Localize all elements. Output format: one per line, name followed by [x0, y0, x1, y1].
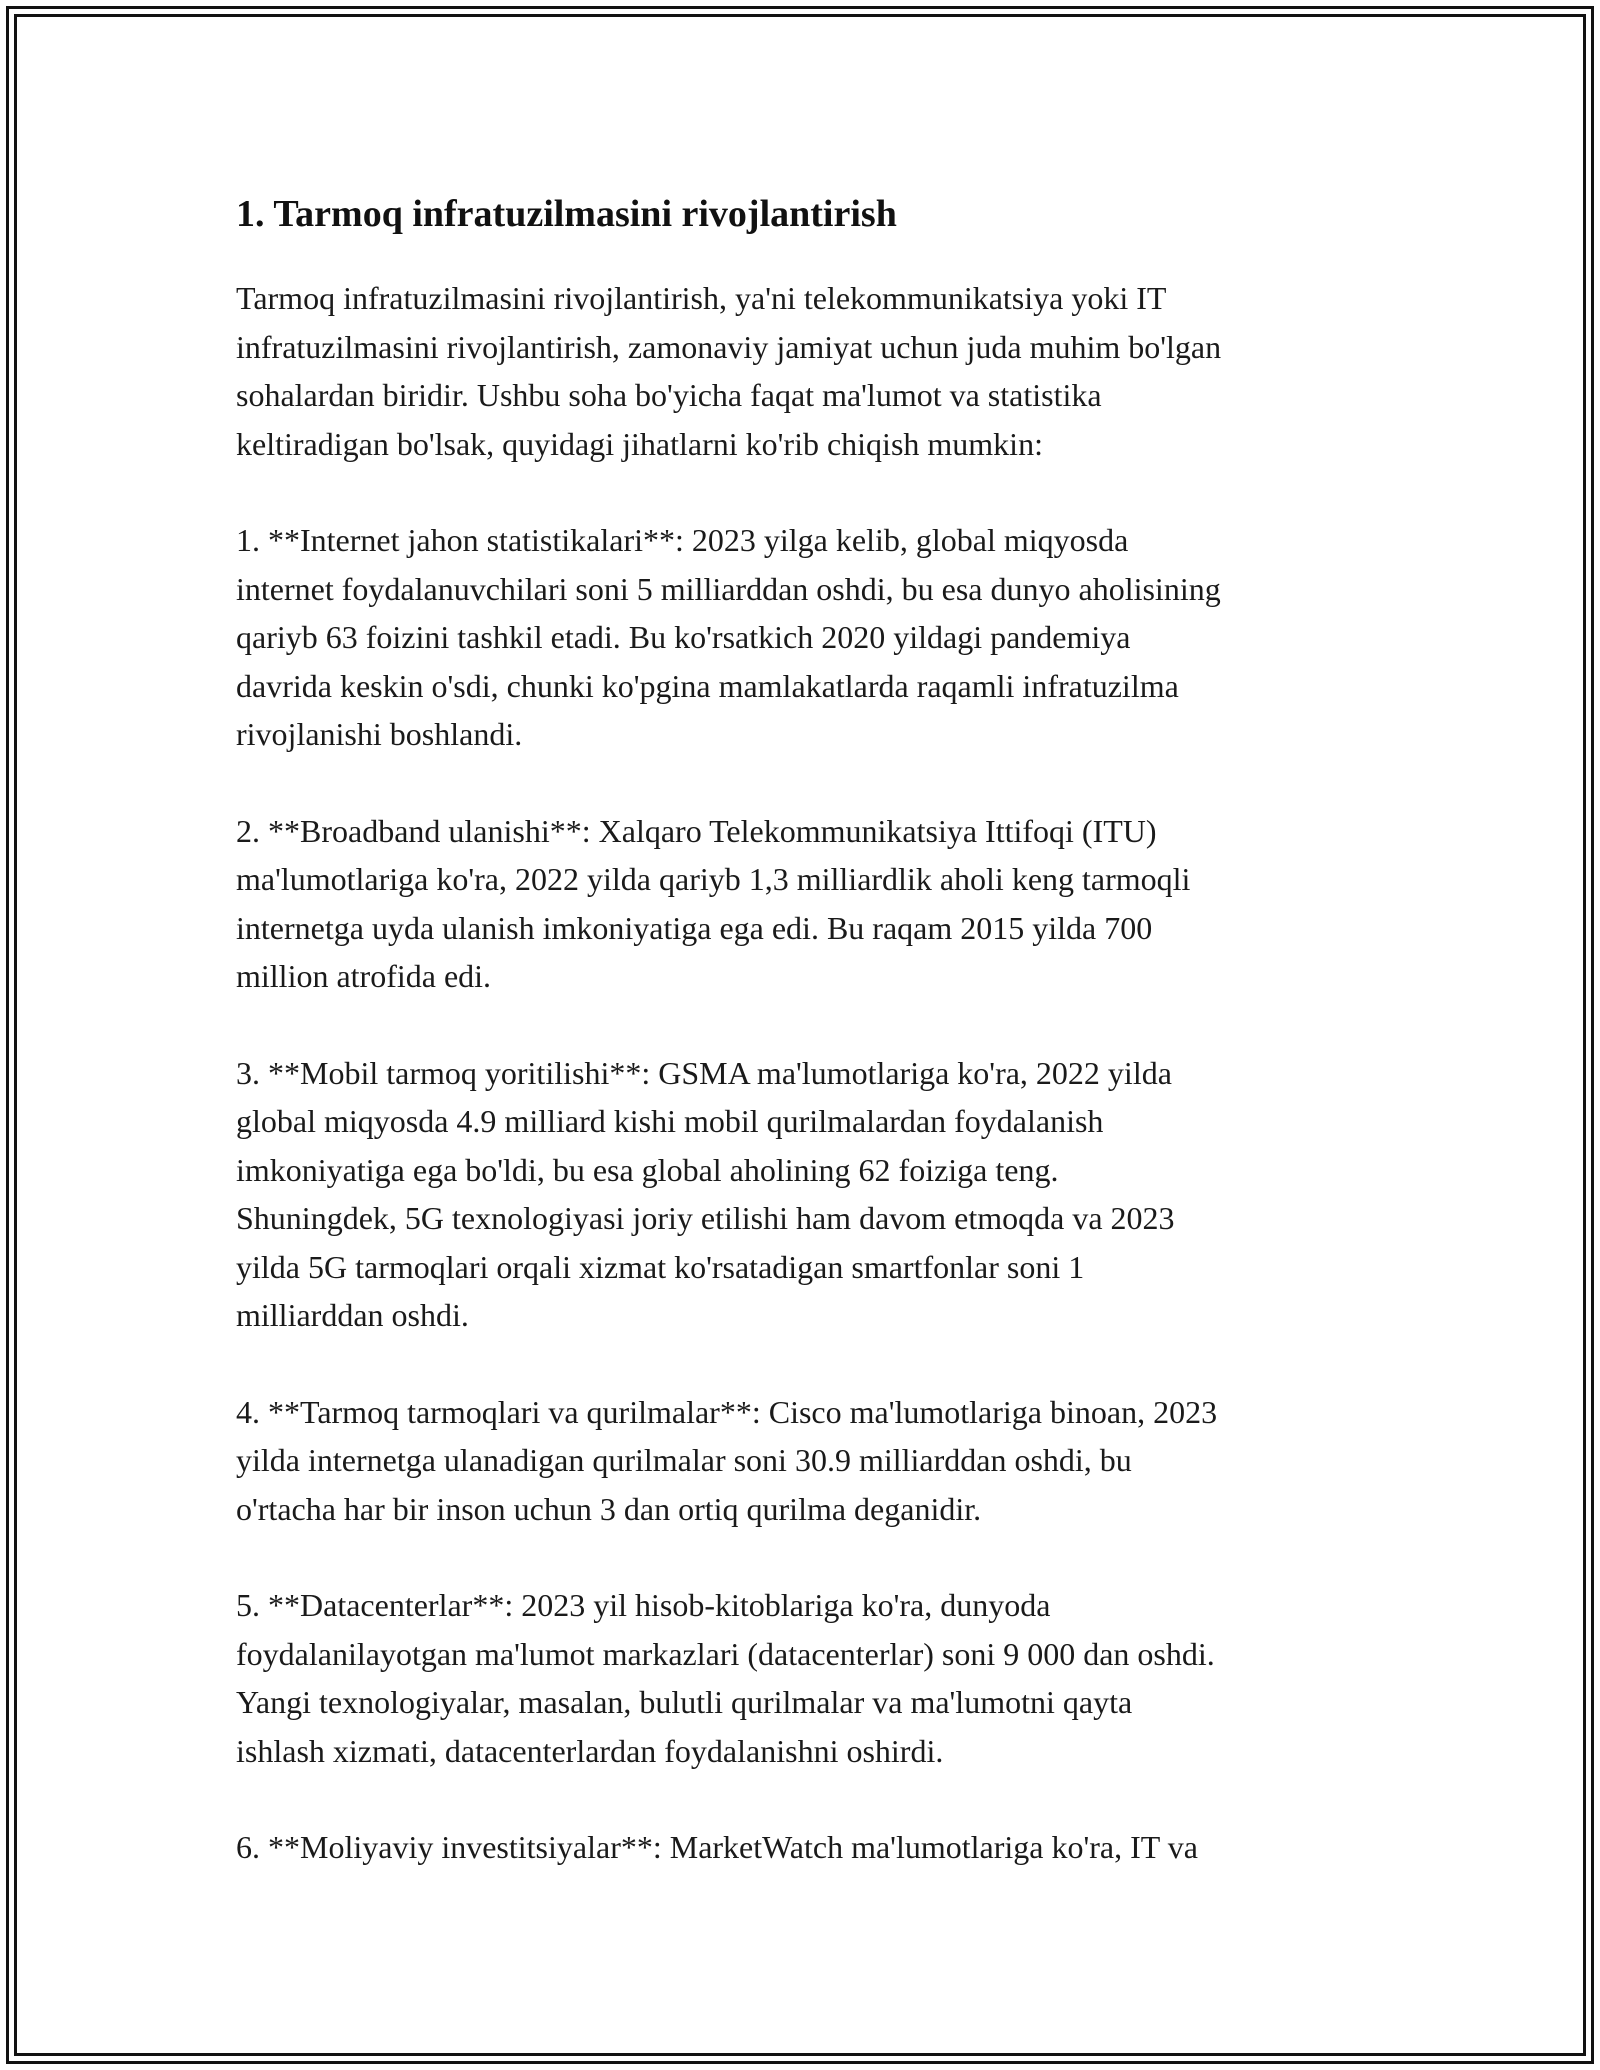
list-item-broadband: 2. **Broadband ulanishi**: Xalqaro Telekommunikatsiya Ittifoqi (ITU) ma'lumotlariga ko'ra, 2022 yilda qariyb 1,3 milliardlik aholi keng tarmoqli internetga uyda ulanish imkoniyatiga ega edi. Bu raqam 2015 yilda 700 million atrofida edi. [236, 812, 1191, 994]
list-item-network-devices: 4. **Tarmoq tarmoqlari va qurilmalar**: Cisco ma'lumotlariga binoan, 2023 yilda internetga ulanadigan qurilmalar soni 30.9 milliarddan oshdi, bu o'rtacha har bir inson uchun 3 dan ortiq qurilma deganidir. [236, 1393, 1218, 1527]
list-item-mobile-coverage: 3. **Mobil tarmoq yoritilishi**: GSMA ma'lumotlariga ko'ra, 2022 yilda global miqyosda 4.9 milliard kishi mobil qurilmalardan foydalanish imkoniyatiga ega bo'ldi, bu esa global aholining 62 foiziga teng. Shuningdek, 5G texnologiyasi joriy etilishi ham davom etmoqda va 2023 yilda 5G tarmoqlari orqali xizmat ko'rsatadigan smartfonlar soni 1 milliarddan oshdi. [236, 1054, 1175, 1333]
list-item-internet-statistics: 1. **Internet jahon statistikalari**: 2023 yilga kelib, global miqyosda internet foydalanuvchilari soni 5 milliarddan oshdi, bu esa dunyo aholisining qariyb 63 foizini tashkil etadi. Bu ko'rsatkich 2020 yildagi pandemiya davrida keskin o'sdi, chunki ko'pgina mamlakatlarda raqamli infratuzilma rivojlanishi boshlandi. [236, 522, 1221, 752]
section-heading: 1. Tarmoq infratuzilmasini rivojlantirish [236, 193, 897, 235]
document-body [236, 186, 1406, 1920]
list-item-financial-investments: 6. **Moliyaviy investitsiyalar**: MarketWatch ma'lumotlariga ko'ra, IT va [236, 1829, 1198, 1865]
intro-paragraph: Tarmoq infratuzilmasini rivojlantirish, ya'ni telekommunikatsiya yoki IT infratuzilmasini rivojlantirish, zamonaviy jamiyat uchun juda muhim bo'lgan sohalardan biridir. Ushbu soha bo'yicha faqat ma'lumot va statistika keltiradigan bo'lsak, quyidagi jihatlarni ko'rib chiqish mumkin: [236, 280, 1222, 462]
list-item-datacenters: 5. **Datacenterlar**: 2023 yil hisob-kitoblariga ko'ra, dunyoda foydalanilayotgan ma'lumot markazlari (datacenterlar) soni 9 000 dan oshdi. Yangi texnologiyalar, masalan, bulutli qurilmalar va ma'lumotni qayta ishlash xizmati, datacenterlardan foydalanishni oshirdi. [236, 1587, 1215, 1769]
